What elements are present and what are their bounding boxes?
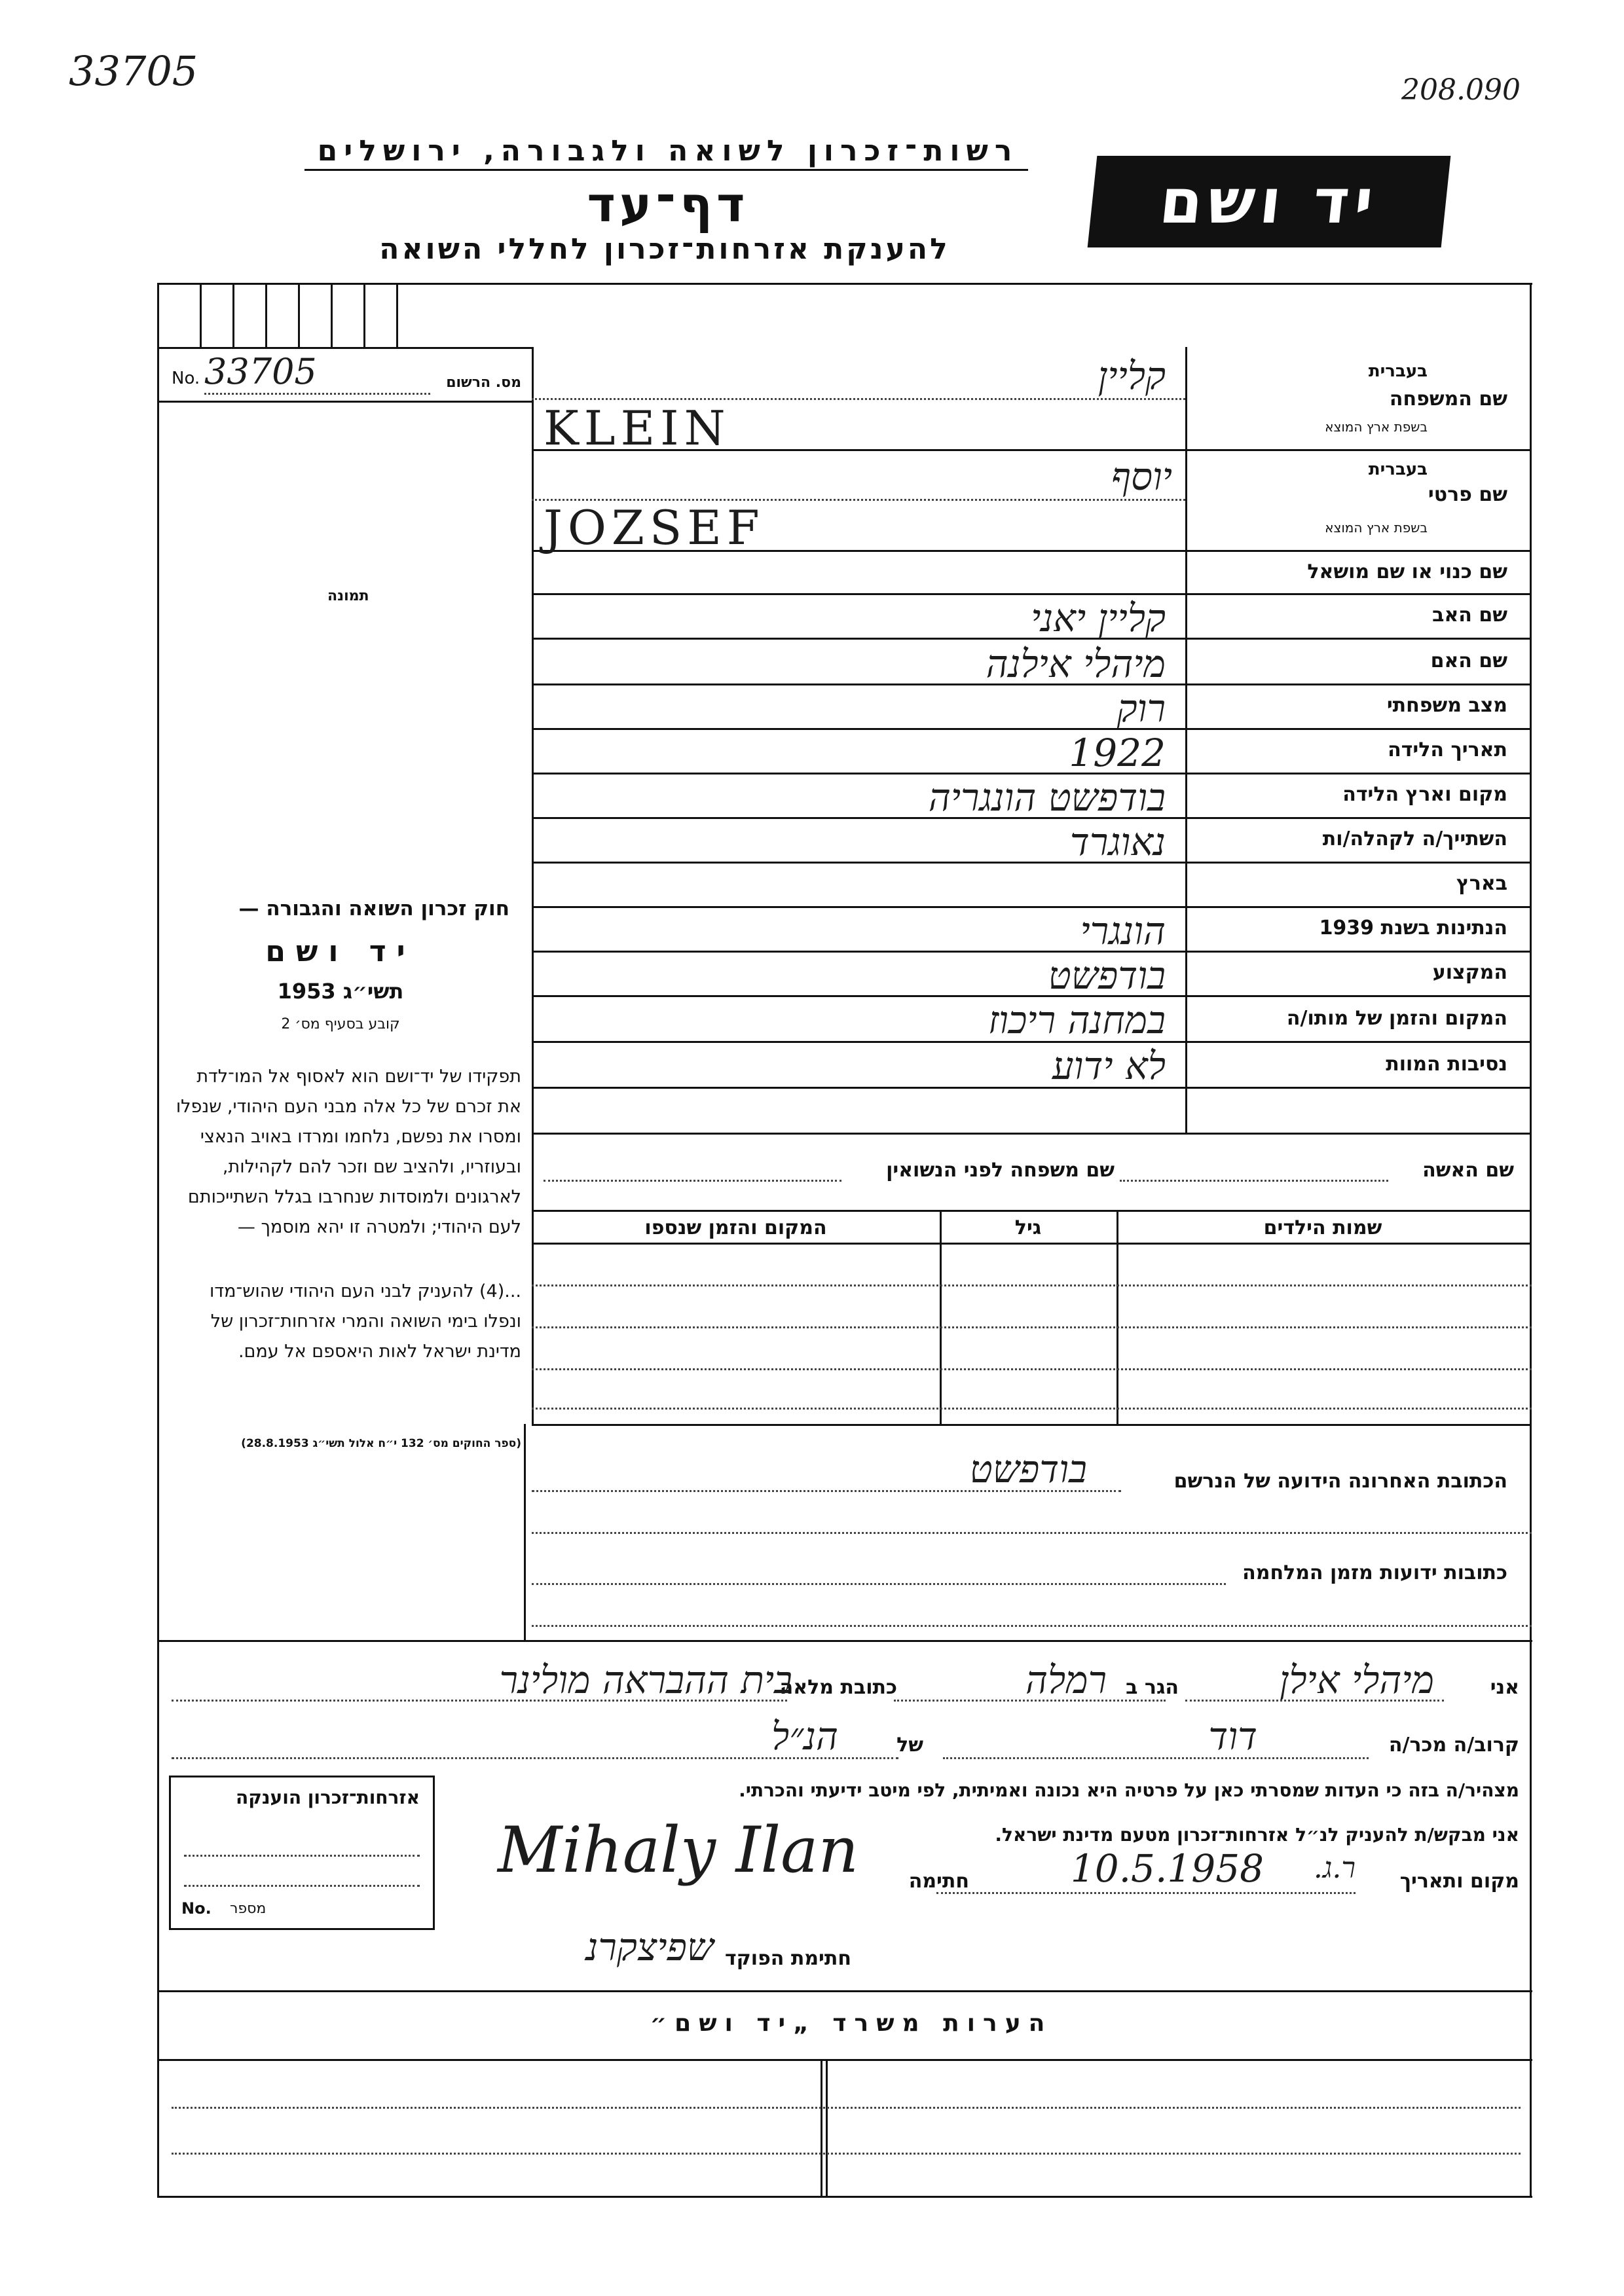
community-value: נאוגרד	[1069, 820, 1166, 864]
top-left-annotation: 33705	[69, 47, 198, 95]
surname-label: שם המשפחה	[1389, 388, 1507, 410]
request-text: אני מבקש/ת להעניק לנ״ל אזרחות־זכרון מטעם מדינת ישראל.	[995, 1824, 1519, 1846]
declarant-signature: Mihaly Ilan	[498, 1813, 859, 1887]
declaration-date: 10.5.1958	[1070, 1846, 1264, 1891]
first-name-native-label: בשפת ארץ המוצא	[1325, 520, 1428, 536]
form-subtitle: להענקת אזרחות־זכרון לחללי השואה	[379, 232, 950, 266]
office-notes-title: הערות משרד „יד ושם״	[650, 2010, 1053, 2037]
birth-place-value: בודפשט הונגריה	[928, 775, 1166, 820]
death-place-label: המקום והזמן של מותו/ה	[1286, 1007, 1507, 1030]
law-year: תשי״ג 1953	[277, 979, 404, 1004]
citizenship-granted-box	[169, 1776, 435, 1930]
place-date-label: מקום ותאריך	[1399, 1870, 1519, 1893]
official-signature: שפיצקרנ	[585, 1925, 714, 1969]
photo-label: תמונה	[327, 588, 369, 604]
birth-date-label: תאריך הלידה	[1388, 738, 1507, 761]
country-label: בארץ	[1456, 872, 1507, 895]
citizenship-number-label: מספר	[230, 1901, 267, 1917]
law-section: קובע בסעיף מס׳ 2	[281, 1016, 400, 1032]
surname-native-label: בשפת ארץ המוצא	[1325, 419, 1428, 435]
first-name-hebrew-label: בעברית	[1368, 460, 1428, 479]
law-paragraph-1: תפקידו של יד־ושם הוא לאסוף אל המו־לדת את זכרם של כל אלה מבני העם היהודי, שנפלו ומסרו את נפשם, נלחמו ומרדו באויב הנאצי ובעוזריו, ולהציב שם וזכר להם לקהילות, לארגונים ולמוסדות שנחרבו בגלל השתייכותם לעם היהודי; ולמטרה זו יהא מוסמך —	[175, 1066, 521, 1237]
law-title: חוק זכרון השואה והגבורה —	[238, 897, 509, 920]
form-title: דף־עד	[587, 177, 749, 233]
citizenship-1939-value: הונגרי	[1080, 909, 1166, 953]
surname-hebrew-value: קליין	[1098, 354, 1166, 398]
citizenship-1939-label: הנתינות בשנת 1939	[1319, 917, 1507, 939]
mother-name-label: שם האם	[1430, 649, 1507, 672]
relation-value: דוד	[1208, 1714, 1257, 1758]
declarant-i-label: אני	[1490, 1676, 1519, 1699]
of-label: של	[896, 1734, 923, 1757]
law-paragraph-2: ...(4) להעניק לבני העם היהודי שהוש־מדו ונפלו בימי השואה והמרי אזרחות־זכרון של מדינת ישראל לאות היאספם אל עמם.	[210, 1281, 521, 1362]
surname-native-value: KLEIN	[544, 401, 731, 456]
relation-label: קרוב/ה מכר/ה	[1388, 1734, 1519, 1757]
declaration-text: מצהיר/ה בזה כי העדות שמסרתי כאן על פרטיה היא נכונה ואמיתית, לפי מיטב ידיעתי והכרתי.	[739, 1779, 1519, 1801]
spouse-maiden-label: שם משפחה לפני הנשואין	[886, 1159, 1115, 1182]
marital-status-label: מצב משפחתי	[1386, 694, 1507, 717]
top-right-annotation: 208.090	[1401, 73, 1521, 107]
children-names-header: שמות הילדים	[1263, 1216, 1382, 1239]
law-citation: (ספר החוקים מס׳ 132 י״ח אלול תשי״ג 28.8.1953)	[241, 1437, 521, 1450]
declarant-name: מיהלי אילן	[1279, 1658, 1434, 1702]
declarant-address: בית ההבראה מולינר	[499, 1658, 792, 1702]
yad-vashem-logo	[1088, 156, 1451, 247]
death-circumstances-value: לא ידוע	[1052, 1044, 1166, 1088]
marital-status-value: רוק	[1116, 686, 1166, 731]
wartime-address-label: כתובות ידועות מזמן המלחמה	[1242, 1561, 1507, 1584]
nickname-label: שם כנוי או שם מושאל	[1307, 560, 1507, 583]
profession-value: בודפשט	[1048, 953, 1166, 998]
full-address-label: כתובת מלאה	[779, 1676, 897, 1699]
death-circumstances-label: נסיבות המוות	[1386, 1053, 1507, 1076]
community-label: השתייך/ה לקהלה/ות	[1322, 828, 1507, 850]
mother-name-value: מיהלי אילנה	[986, 642, 1166, 686]
father-name-value: קליין יאני	[1031, 596, 1166, 640]
first-name-native-value: JOZSEF	[544, 500, 765, 555]
of-value: הנ״ל	[771, 1714, 838, 1758]
official-signature-label: חתימת הפוקד	[725, 1947, 851, 1970]
declarant-city: רמלה	[1025, 1658, 1107, 1702]
registration-label: מס. הרשום	[446, 374, 521, 391]
first-name-label: שם פרטי	[1428, 483, 1507, 506]
last-address-value: בודפשט	[969, 1447, 1087, 1491]
birth-place-label: מקום וארץ הלידה	[1342, 783, 1507, 806]
citizenship-no-label: No.	[181, 1899, 212, 1918]
spouse-label: שם האשה	[1422, 1159, 1514, 1182]
first-name-hebrew-value: יוסף	[1111, 454, 1172, 499]
citizenship-granted-title: אזרחות־זכרון הוענקה	[236, 1787, 420, 1808]
last-address-label: הכתובת האחרונה הידועה של הנרשם	[1173, 1470, 1507, 1493]
surname-hebrew-label: בעברית	[1368, 361, 1428, 381]
children-age-header: גיל	[1014, 1216, 1042, 1239]
declaration-place: ר.ג.	[1313, 1851, 1356, 1885]
law-name: יד ושם	[265, 935, 416, 968]
birth-date-value: 1922	[1069, 731, 1166, 775]
father-name-label: שם האב	[1432, 604, 1507, 627]
registration-no-label: No.	[172, 369, 200, 388]
logo-text: יד ושם	[1156, 166, 1382, 238]
profession-label: המקצוע	[1432, 961, 1507, 984]
signature-label: חתימה	[908, 1870, 969, 1893]
children-fate-header: המקום והזמן שנספו	[644, 1216, 827, 1239]
death-place-value: במחנה ריכוז	[988, 998, 1166, 1042]
registration-number: 33705	[204, 351, 317, 392]
living-in-label: הגר ב	[1126, 1676, 1179, 1699]
authority-heading: רשות־זכרון לשואה ולגבורה, ירושלים	[317, 134, 1019, 168]
